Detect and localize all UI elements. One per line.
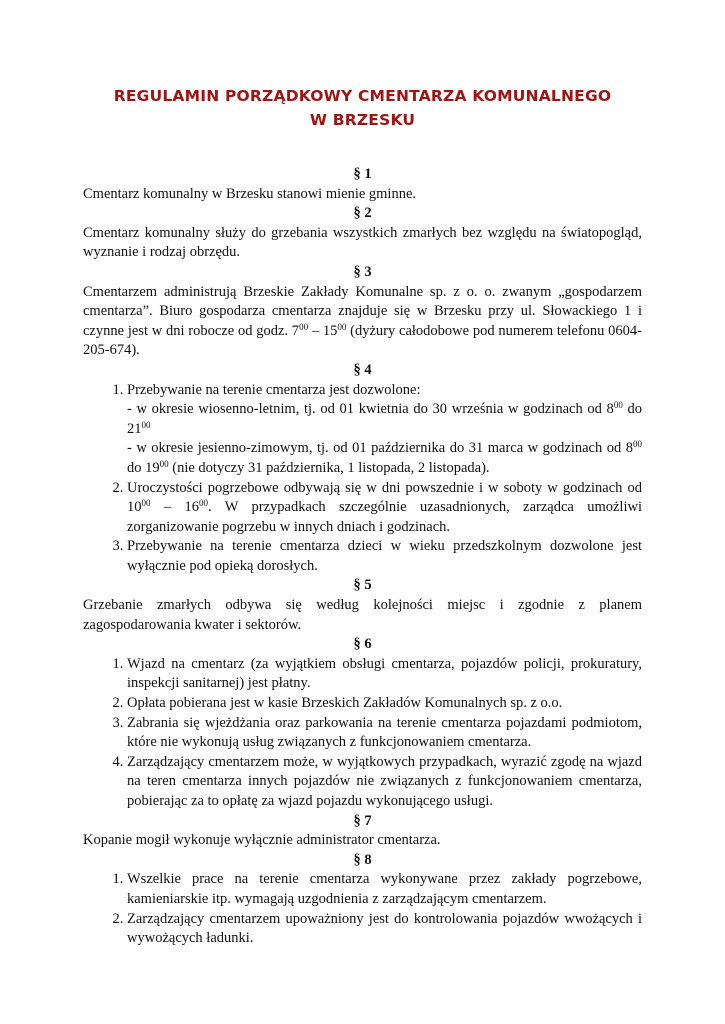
section-heading-6: § 6: [353, 636, 372, 653]
title-line-2: W BRZESKU: [309, 111, 416, 129]
section-1-text: Cmentarz komunalny w Brzesku stanowi mienie gminne.: [83, 185, 417, 202]
section-8-list: [83, 870, 642, 948]
list-item: 1. Wszelkie prace na terenie cmentarza wykonywane przez zakłady pogrzebowe, kamieniarskie itp. wymagają uzgodnienia z zarządzającym cmentarzem.: [127, 870, 642, 909]
sub-item-spring-summer: - w okresie wiosenno-letnim, tj. od 01 kwietnia do 30 września w godzinach od $8^{00}$ do $21^{00}$: [127, 400, 642, 437]
title-line-1: REGULAMIN PORZĄDKOWY CMENTARZA KOMUNALNEGO: [113, 87, 612, 105]
section-heading-1: § 1: [353, 166, 372, 182]
list-item: 2. Zarządzający cmentarzem upoważniony jest do kontrolowania pojazdów wwożących i wywożących ładunki.: [127, 910, 642, 949]
section-heading-7: § 7: [353, 812, 372, 829]
list-item: 4. Zarządzający cmentarzem może, w wyjątkowych przypadkach, wyrazić zgodę na wjazd na teren cmentarza innych pojazdów nie związanych z funkcjonowaniem cmentarza, pobierając za to opłatę za wjazd pojazdu wykonującego usługi.: [127, 753, 642, 812]
section-3-text: Cmentarzem administrują Brzeskie Zakłady Komunalne sp. z o. o. zwanym „gospodarzem cmentarza”. Biuro gospodarza cmentarza znajduje się w Brzesku przy ul. Słowackiego 1 i czynne jest w dni robocze od godz. $7^{00} - 15^{00}$ (dyżury całodobowe pod numerem telefonu 0604-205-674).: [83, 283, 643, 359]
section-heading-2: § 2: [353, 205, 372, 222]
section-heading-5: § 5: [353, 577, 372, 594]
section-4-list: [83, 381, 642, 577]
document-title: [83, 84, 642, 132]
section-heading-8: § 8: [353, 851, 372, 868]
list-item: 1. Przebywanie na terenie cmentarza jest dozwolone: - w okresie wiosenno-letnim, tj. od 01 kwietnia do 30 września w godzinach od $8^{00}$ do $21^{00}$ - w okresie jesienno-zimowym, tj. od 01 października do 31 marca w godzinach od $8^{00}$ do $19^{00}$ (nie dotyczy 31 października, 1 listopada, 2 listopada).: [127, 381, 642, 479]
list-item: 2. Uroczystości pogrzebowe odbywają się w dni powszednie i w soboty w godzinach od $10^{00} - 16^{00}$. W przypadkach szczególnie uzasadnionych, zarządca umożliwi zorganizowanie pogrzebu w innych dniach i godzinach.: [127, 479, 642, 538]
list-item: 1. Wjazd na cmentarz (za wyjątkiem obsługi cmentarza, pojazdów policji, prokuratury, inspekcji sanitarnej) jest płatny.: [127, 655, 642, 694]
list-item: 2. Opłata pobierana jest w kasie Brzeskich Zakładów Komunalnych sp. z o.o.: [127, 694, 642, 714]
section-2-text: Cmentarz komunalny służy do grzebania wszystkich zmarłych bez względu na światopogląd, wyznanie i rodzaj obrzędu.: [83, 224, 642, 261]
list-item: 3. Zabrania się wjeżdżania oraz parkowania na terenie cmentarza pojazdami podmiotom, które nie wykonują usług związanych z funkcjonowaniem cmentarza.: [127, 714, 642, 753]
section-6-list: [83, 655, 642, 812]
section-7-text: Kopanie mogił wykonuje wyłącznie administrator cmentarza.: [83, 832, 441, 849]
sub-item-autumn-winter: - w okresie jesienno-zimowym, tj. od 01 października do 31 marca w godzinach od $8^{00}$ do $19^{00}$ (nie dotyczy 31 października, 1 listopada, 2 listopada).: [127, 439, 642, 476]
section-heading-4: § 4: [353, 361, 372, 378]
list-item: 3. Przebywanie na terenie cmentarza dzieci w wieku przedszkolnym dozwolone jest wyłącznie pod opieką dorosłych.: [127, 537, 642, 576]
section-heading-3: § 3: [353, 263, 372, 280]
section-5-text: Grzebanie zmarłych odbywa się według kolejności miejsc i zgodnie z planem zagospodarowania kwater i sektorów.: [83, 597, 642, 633]
